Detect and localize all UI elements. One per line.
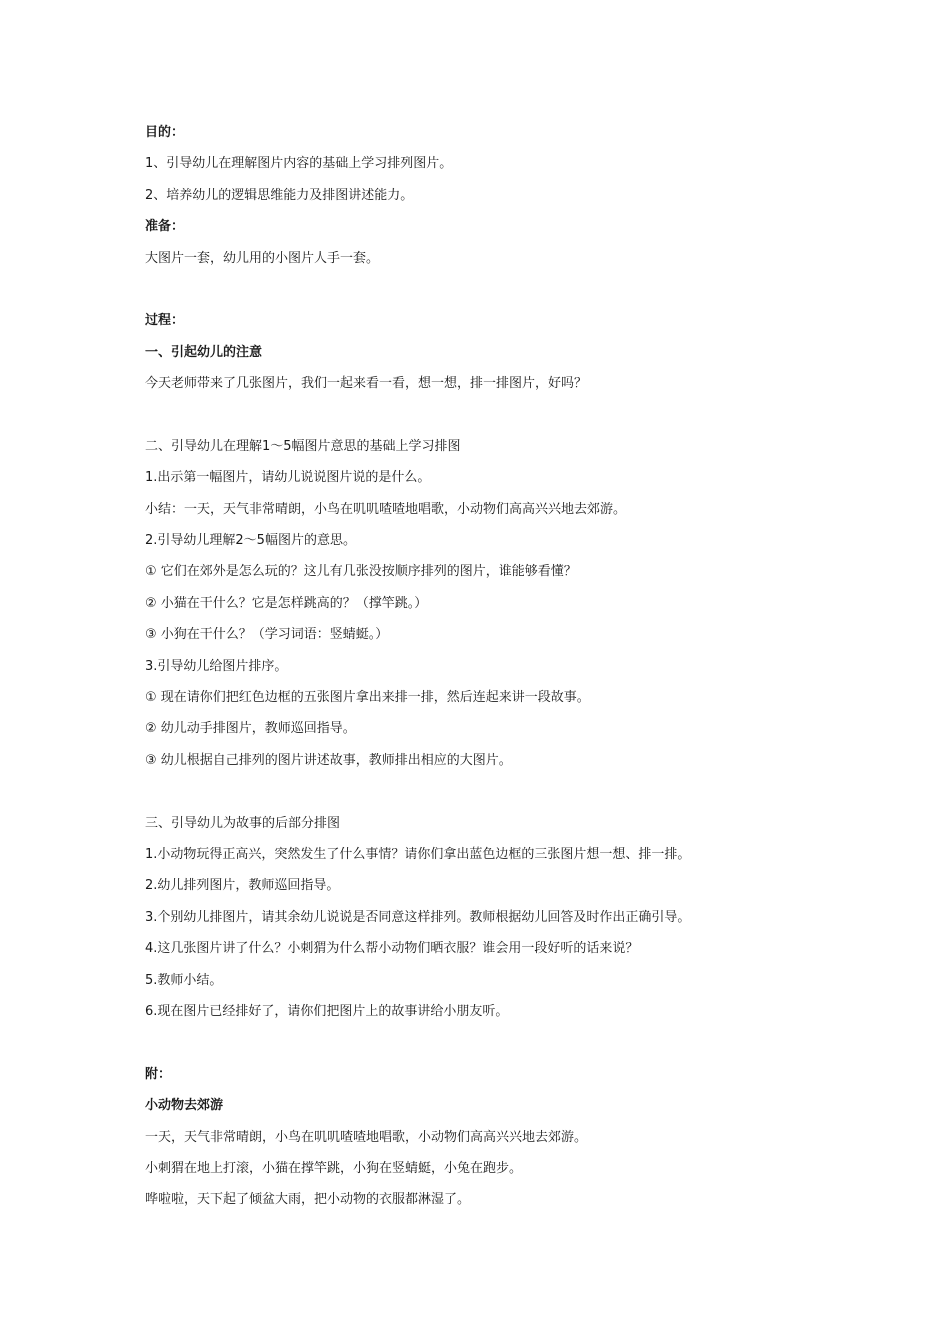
section3-item-1: 1.小动物玩得正高兴，突然发生了什么事情？请你们拿出蓝色边框的三张图片想一想、排一排。: [145, 846, 691, 862]
story-paragraph-2: 小刺猬在地上打滚，小猫在撑竿跳，小狗在竖蜻蜓，小兔在跑步。: [145, 1160, 523, 1176]
story-paragraph-1: 一天，天气非常晴朗，小鸟在叽叽喳喳地唱歌，小动物们高高兴兴地去郊游。: [145, 1129, 588, 1145]
section3-item-3: 3.个别幼儿排图片，请其余幼儿说说是否同意这样排列。教师根据幼儿回答及时作出正确引导。: [145, 909, 691, 925]
story-title: 小动物去郊游: [145, 1098, 224, 1114]
section2-item-3a: ① 现在请你们把红色边框的五张图片拿出来排一排，然后连起来讲一段故事。: [145, 690, 590, 706]
section2-summary: 小结：一天，天气非常晴朗，小鸟在叽叽喳喳地唱歌，小动物们高高兴兴地去郊游。: [145, 501, 627, 517]
section3-item-4: 4.这几张图片讲了什么？小刺猬为什么帮小动物们晒衣服？谁会用一段好听的话来说？: [145, 941, 639, 957]
section1-text: 今天老师带来了几张图片，我们一起来看一看，想一想，排一排图片，好吗？: [145, 376, 588, 392]
section2-item-3c: ③ 幼儿根据自己排列的图片讲述故事，教师排出相应的大图片。: [145, 752, 512, 768]
spacer: [145, 783, 845, 801]
section2-item-3b: ② 幼儿动手排图片，教师巡回指导。: [145, 721, 356, 737]
section3-item-2: 2.幼儿排列图片，教师巡回指导。: [145, 878, 340, 894]
story-paragraph-3: 哗啦啦，天下起了倾盆大雨，把小动物的衣服都淋湿了。: [145, 1192, 471, 1208]
section3-item-6: 6.现在图片已经排好了，请你们把图片上的故事讲给小朋友听。: [145, 1003, 509, 1019]
section1-heading: 一、引起幼儿的注意: [145, 344, 263, 360]
prep-item-1: 大图片一套，幼儿用的小图片人手一套。: [145, 250, 380, 266]
section2-item-3: 3.引导幼儿给图片排序。: [145, 658, 288, 674]
goal-heading: 目的：: [145, 125, 185, 140]
section3-heading: 三、引导幼儿为故事的后部分排图: [145, 815, 341, 831]
section2-heading: 二、引导幼儿在理解1～5幅图片意思的基础上学习排图: [145, 438, 461, 454]
section3-item-5: 5.教师小结。: [145, 972, 223, 988]
section2-item-2a: ① 它们在郊外是怎么玩的？这儿有几张没按顺序排列的图片，谁能够看懂？: [145, 564, 577, 580]
prep-heading: 准备：: [145, 219, 185, 235]
spacer: [145, 407, 845, 425]
goal-item-1: 1、引导幼儿在理解图片内容的基础上学习排列图片。: [145, 156, 453, 172]
process-heading: 过程：: [145, 313, 185, 329]
appendix-heading: 附：: [145, 1066, 172, 1082]
spacer: [145, 281, 845, 299]
document-page: [145, 124, 845, 1223]
goal-item-2: 2、培养幼儿的逻辑思维能力及排图讲述能力。: [145, 187, 414, 203]
spacer: [145, 1034, 845, 1052]
section2-item-2: 2.引导幼儿理解2～5幅图片的意思。: [145, 533, 356, 549]
section2-item-2c: ③ 小狗在干什么？（学习词语：竖蜻蜓。）: [145, 627, 389, 643]
section2-item-2b: ② 小猫在干什么？它是怎样跳高的？（撑竿跳。）: [145, 595, 428, 611]
section2-item-1: 1.出示第一幅图片，请幼儿说说图片说的是什么。: [145, 470, 431, 486]
